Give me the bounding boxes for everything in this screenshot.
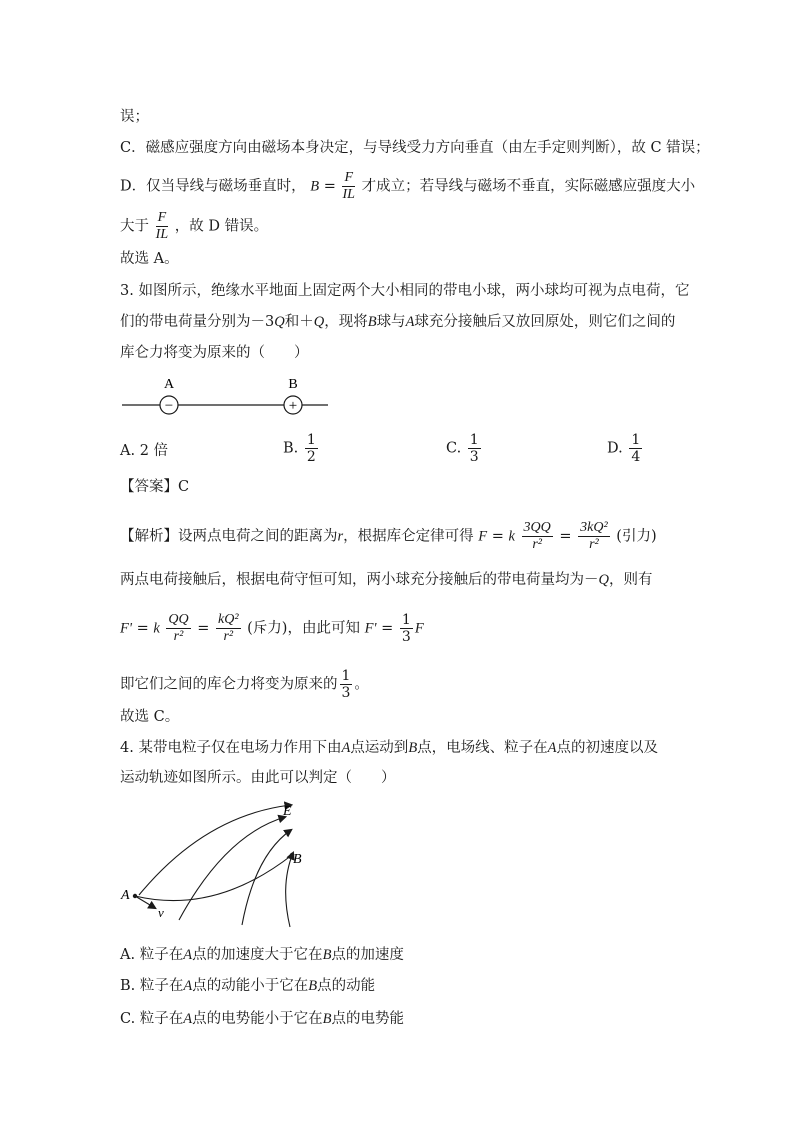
field-line-2 — [179, 817, 285, 920]
q4-option-a: A. 粒子在A点的加速度大于它在B点的加速度 — [120, 947, 404, 963]
option-d-text: D．仅当导线与磁场垂直时， B = $\frac{F}{IL}$ 才成立；若导线与磁场不垂直，实际磁感应强度大小 — [120, 170, 696, 202]
field-line-4 — [286, 853, 293, 927]
q3-explanation-1: 【解析】设两点电荷之间的距离为r，根据库仑定律可得 F = k $\frac{3QQ}{\text{r²}}$ = $\frac{\text{3kQ²}}{\text{r²}}$ (引力) — [120, 520, 657, 552]
label-b: B — [288, 377, 298, 392]
q4-option-b: B. 粒子在A点的动能小于它在B点的动能 — [120, 978, 376, 994]
q3-explanation-3: F' = k $\frac{QQ}{\text{r²}}$ = $\frac{\text{kQ²}}{\text{r²}}$ (斥力)，由此可知 F' = $\frac{1}{3}$ F — [120, 612, 424, 645]
q3-stem-1: 3. 如图所示，绝缘水平地面上固定两个大小相同的带电小球，两小球均可视为点电荷，它 — [120, 283, 690, 299]
q3-option-b: B. $\frac{1}{2}$ — [283, 432, 316, 465]
label-v: v — [158, 905, 164, 920]
q4-option-c: C. 粒子在A点的电势能小于它在B点的电势能 — [120, 1011, 405, 1027]
q3-figure — [118, 372, 338, 422]
text-line: 误； — [120, 109, 149, 125]
q4-stem-1: 4. 某带电粒子仅在电场力作用下由A点运动到B点，电场线、粒子在A点的初速度以及 — [120, 740, 659, 756]
option-d-text-2: 大于 $\frac{F}{IL}$ ，故 D 错误。 — [120, 210, 269, 242]
choose-c: 故选 C。 — [120, 709, 180, 725]
choose-a: 故选 A。 — [120, 251, 179, 267]
q3-option-a: A. 2 倍 — [120, 443, 169, 459]
q3-explanation-4: 即它们之间的库仑力将变为原来的 $\frac{1}{3}$ 。 — [120, 668, 369, 701]
fraction-f-over-il: $\frac{F}{IL}$ — [342, 170, 355, 202]
q4-stem-2: 运动轨迹如图所示。由此可以判定（ ） — [120, 770, 396, 786]
q3-option-d: D. $\frac{1}{4}$ — [607, 432, 641, 465]
trajectory — [135, 855, 292, 901]
q3-answer: 【答案】C — [120, 479, 190, 495]
label-a: A — [163, 377, 175, 392]
label-e: E — [283, 804, 292, 819]
q4-field-figure — [115, 795, 315, 935]
point-a — [133, 894, 137, 898]
plus-sign: + — [288, 398, 298, 414]
q3-explanation-2: 两点电荷接触后，根据电荷守恒可知，两小球充分接触后的带电荷量均为－Q，则有 — [120, 572, 653, 588]
field-line-1 — [139, 805, 291, 895]
label-a: A — [121, 888, 130, 903]
q3-stem-3: 库仑力将变为原来的（ ） — [120, 345, 309, 361]
fraction-f-over-il-2: $\frac{F}{IL}$ — [155, 210, 169, 242]
minus-sign: − — [164, 398, 174, 414]
field-line-3 — [242, 830, 291, 925]
label-b: B — [293, 852, 302, 867]
option-c-text: C．磁感应强度方向由磁场本身决定，与导线受力方向垂直（由左手定则判断），故 C 错误； — [120, 140, 710, 156]
q3-stem-2: 们的带电荷量分别为－3Q和＋Q，现将B球与A球充分接触后又放回原处，则它们之间的 — [120, 314, 676, 330]
q3-option-c: C. $\frac{1}{3}$ — [446, 432, 479, 465]
